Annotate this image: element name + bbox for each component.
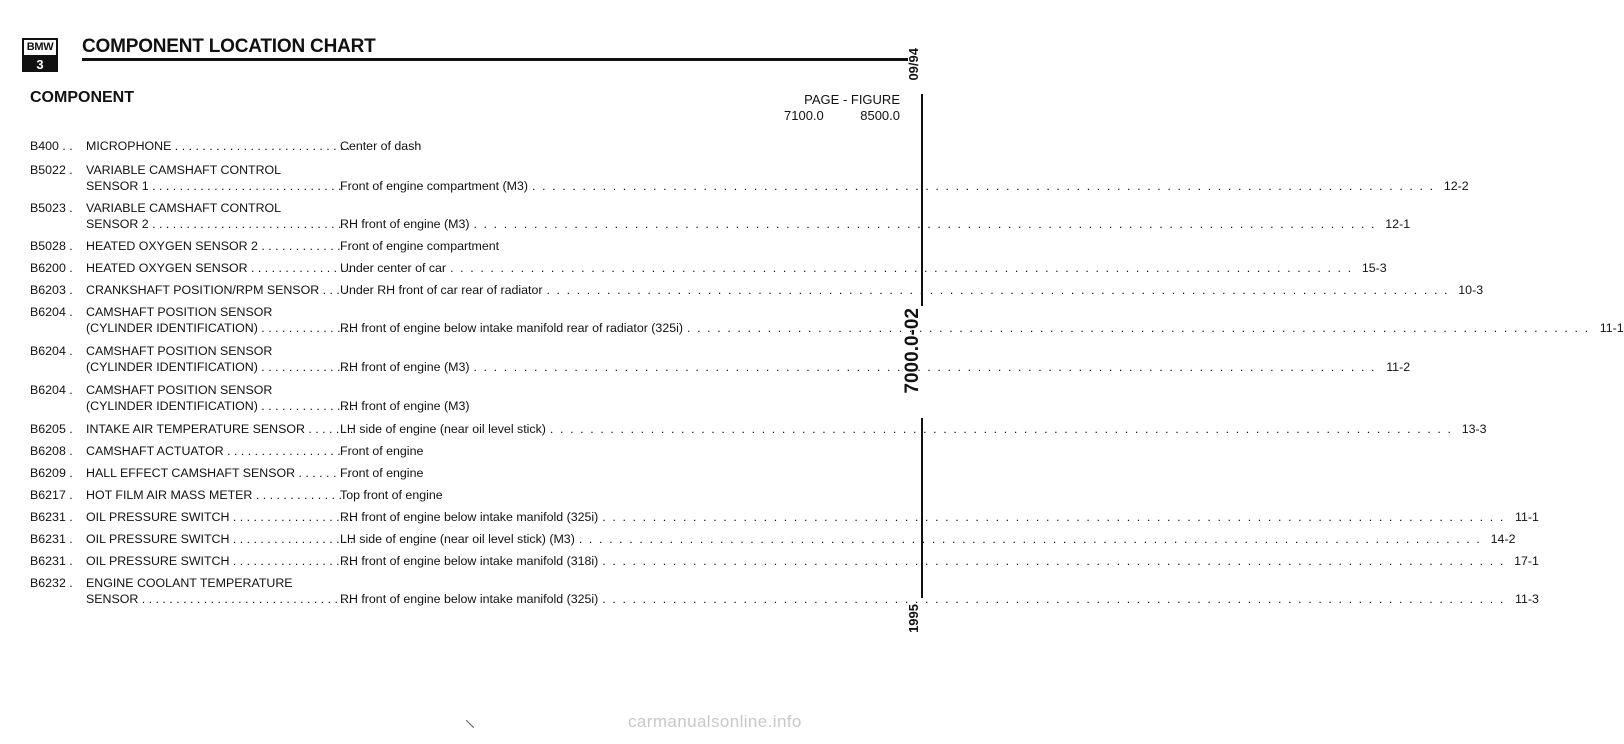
location-text: Under RH front of car rear of radiator — [340, 283, 543, 297]
leader-dots: . . . . . . . . . . . . . . . . . . . . . . . . . . . . . . . . . . . . . . . . . . . . . . . . . . . . . . . . . . . . . . . . . . . . . . . . . . . . . . . . . . . . . . . . . . — [532, 179, 1435, 193]
component-name-line: (CYLINDER IDENTIFICATION) . . . . . . . . . . . . . . — [86, 399, 355, 413]
page-figure-ref: 10-3 — [1458, 283, 1484, 297]
page-figure-ref: 17-1 — [1514, 554, 1539, 568]
component-name-line: OIL PRESSURE SWITCH . . . . . . . . . . . . . . . . . . — [86, 510, 354, 524]
component-name-line: OIL PRESSURE SWITCH . . . . . . . . . . . . . . . . . . — [86, 554, 354, 568]
location-text: Center of dash — [340, 139, 422, 153]
leader-dots: . . . . . . . . . . . . . . . . . . . . . . . . . . . . . . . . . . . . . . . . . . . . . . . . . . . . . . . . . . . . . . . . . . . . . . . . . . . . . . . . . . . . . . . . . . — [602, 554, 1505, 568]
component-code: B6204 . — [30, 383, 73, 397]
component-name — [86, 487, 342, 503]
component-name — [86, 162, 342, 194]
location-text: RH front of engine (M3) — [340, 399, 470, 413]
location-cell — [340, 260, 1387, 276]
location-cell — [340, 138, 830, 154]
component-code: B6217 . — [30, 488, 73, 502]
location-cell — [340, 200, 1411, 232]
page-figure-ref: 12-2 — [1443, 179, 1469, 193]
page-number: 7100.0 — [784, 108, 824, 123]
location-text: Under center of car — [340, 261, 447, 275]
component-name-line: (CYLINDER IDENTIFICATION) . . . . . . . . . . . . . . — [86, 360, 355, 374]
component-code: B6231 . — [30, 510, 73, 524]
component-name — [86, 509, 354, 525]
component-name-line: HEATED OXYGEN SENSOR 2 . . . . . . . . . . . . — [86, 239, 341, 253]
leader-dots: . . . . . . . . . . . . . . . . . . . . . . . . . . . . . . . . . . . . . . . . . . . . . . . . . . . . . . . . . . . . . . . . . . . . . . . . . . . . . . . . . . . . . . . . . . — [578, 532, 1482, 546]
component-name — [86, 304, 355, 336]
component-name-line: VARIABLE CAMSHAFT CONTROL — [86, 201, 282, 215]
leader-dots: . . . . . . . . . . . . . . . . . . . . . . . . . . . . . . . . . . . . . . . . . . . . . . . . . . . . . . . . . . . . . . . . . . . . . . . . . . . . . . . . . . . . . . . . . . — [602, 592, 1505, 606]
location-text: Front of engine — [340, 444, 424, 458]
component-name-line: OIL PRESSURE SWITCH . . . . . . . . . . . . . . . . . . — [86, 532, 354, 546]
page-figure-ref: 12-1 — [1385, 217, 1411, 231]
component-name — [86, 343, 355, 375]
location-text: RH front of engine (M3) — [340, 217, 470, 231]
location-cell — [340, 575, 1539, 607]
side-year: 1995 — [906, 604, 921, 633]
location-text: LH side of engine (near oil level stick) (M3) — [340, 532, 575, 546]
component-code: B6231 . — [30, 554, 73, 568]
page-figure-ref: 15-3 — [1361, 261, 1387, 275]
location-text: LH side of engine (near oil level stick) — [340, 422, 546, 436]
location-cell — [340, 162, 1469, 194]
component-name — [86, 200, 342, 232]
leader-dots: . . . . . . . . . . . . . . . . . . . . . . . . . . . . . . . . . . . . . . . . . . . . . . . . . . . . . . . . . . . . . . . . . . . . . . . . . . . . . . . . . . . . . . . . . . — [473, 217, 1377, 231]
page-figure-reference — [760, 92, 900, 124]
component-code: B5023 . — [30, 201, 73, 215]
column-heading: COMPONENT — [30, 89, 134, 106]
location-cell — [340, 487, 830, 503]
page-figure-ref: 11-3 — [1515, 592, 1539, 606]
component-name — [86, 421, 354, 437]
component-name-line: HEATED OXYGEN SENSOR . . . . . . . . . . . . . . . — [86, 261, 351, 275]
page-figure-ref: 11-1 — [1599, 321, 1624, 335]
component-name — [86, 443, 341, 459]
component-name-line: MICROPHONE . . . . . . . . . . . . . . . . . . . . . . . . . . — [86, 139, 351, 153]
page-figure-label: PAGE - FIGURE — [804, 92, 900, 107]
leader-dots: . . . . . . . . . . . . . . . . . . . . . . . . . . . . . . . . . . . . . . . . . . . . . . . . . . . . . . . . . . . . . . . . . . . . . . . . . . . . . . . . . . . . . . . . . . — [602, 510, 1505, 524]
component-code: B6204 . — [30, 344, 73, 358]
location-cell — [340, 443, 830, 459]
component-name — [86, 260, 351, 276]
component-name — [86, 575, 352, 607]
component-name — [86, 382, 355, 414]
logo-series: 3 — [24, 57, 56, 72]
location-text: RH front of engine below intake manifold rear of radiator (325i) — [340, 321, 683, 335]
component-code: B6232 . — [30, 576, 73, 590]
figure-number: 8500.0 — [860, 108, 900, 123]
component-name-line: INTAKE AIR TEMPERATURE SENSOR . . . . . . . — [86, 422, 354, 436]
component-code: B6204 . — [30, 305, 73, 319]
location-text: Front of engine — [340, 466, 424, 480]
location-text: RH front of engine below intake manifold (325i) — [340, 510, 599, 524]
location-text: Front of engine compartment — [340, 239, 500, 253]
leader-dots: . . . . . . . . . . . . . . . . . . . . . . . . . . . . . . . . . . . . . . . . . . . . . . . . . . . . . . . . . . . . . . . . . . . . . . . . . . . . . . . . . . . . . . . . . . — [687, 321, 1590, 335]
component-code: B6205 . — [30, 422, 73, 436]
page-figure-ref: 11-1 — [1515, 510, 1539, 524]
leader-dots: . . . . . . . . . . . . . . . . . . . . . . . . . . . . . . . . . . . . . . . . . . . . . . . . . . . . . . . . . . . . . . . . . . . . . . . . . . . . . . . . . . . . . . . . . . — [450, 261, 1353, 275]
location-cell — [340, 509, 1539, 525]
component-name — [86, 138, 351, 154]
component-name — [86, 465, 351, 481]
leader-dots: . . . . . . . . . . . . . . . . . . . . . . . . . . . . . . . . . . . . . . . . . . . . . . . . . . . . . . . . . . . . . . . . . . . . . . . . . . . . . . . . . . . . . . . . . . — [546, 283, 1450, 297]
component-name-line: (CYLINDER IDENTIFICATION) . . . . . . . . . . . . . . — [86, 321, 355, 335]
page-figure-ref: 13-3 — [1461, 422, 1487, 436]
location-cell — [340, 343, 1411, 375]
location-cell — [340, 421, 1487, 437]
component-name-line: CAMSHAFT POSITION SENSOR — [86, 383, 273, 397]
component-code: B6209 . — [30, 466, 73, 480]
component-code: B6200 . — [30, 261, 73, 275]
component-name-line: VARIABLE CAMSHAFT CONTROL — [86, 163, 282, 177]
page-figure-ref: 11-2 — [1386, 360, 1411, 374]
page-title: COMPONENT LOCATION CHART — [82, 36, 376, 57]
component-name-line: CAMSHAFT ACTUATOR . . . . . . . . . . . . . . . . . — [86, 444, 341, 458]
location-text: RH front of engine (M3) — [340, 360, 470, 374]
component-name-line: CRANKSHAFT POSITION/RPM SENSOR . . . . — [86, 283, 347, 297]
component-name — [86, 553, 354, 569]
side-date: 09/94 — [906, 48, 921, 81]
location-cell — [340, 553, 1539, 569]
component-name-line: HOT FILM AIR MASS METER . . . . . . . . . . . . . — [86, 488, 342, 502]
page-figure-ref: 14-2 — [1490, 532, 1516, 546]
component-name-line: HALL EFFECT CAMSHAFT SENSOR . . . . . . . . — [86, 466, 351, 480]
component-code: B5022 . — [30, 163, 73, 177]
section-number: 7000.0-02 — [902, 308, 923, 394]
component-name — [86, 531, 354, 547]
location-cell — [340, 531, 1516, 547]
component-name — [86, 282, 347, 298]
component-name — [86, 238, 341, 254]
component-code: B6208 . — [30, 444, 73, 458]
component-code: B400 . . — [30, 139, 73, 153]
location-text: RH front of engine below intake manifold (318i) — [340, 554, 599, 568]
component-code: B5028 . — [30, 239, 73, 253]
component-code: B6203 . — [30, 283, 73, 297]
location-text: Top front of engine — [340, 488, 443, 502]
location-text: RH front of engine below intake manifold (325i) — [340, 592, 599, 606]
location-text: Front of engine compartment (M3) — [340, 179, 529, 193]
component-name-line: SENSOR 2 . . . . . . . . . . . . . . . . . . . . . . . . . . . . — [86, 217, 342, 231]
page-header — [22, 36, 908, 76]
component-name-line: ENGINE COOLANT TEMPERATURE — [86, 576, 293, 590]
title-rule — [82, 58, 908, 61]
location-cell — [340, 304, 1624, 336]
leader-dots: . . . . . . . . . . . . . . . . . . . . . . . . . . . . . . . . . . . . . . . . . . . . . . . . . . . . . . . . . . . . . . . . . . . . . . . . . . . . . . . . . . . . . . . . . . — [549, 422, 1453, 436]
location-cell — [340, 465, 830, 481]
side-line-bottom — [921, 418, 923, 598]
leader-dots: . . . . . . . . . . . . . . . . . . . . . . . . . . . . . . . . . . . . . . . . . . . . . . . . . . . . . . . . . . . . . . . . . . . . . . . . . . . . . . . . . . . . . . . . . . — [473, 360, 1377, 374]
component-name-line: SENSOR 1 . . . . . . . . . . . . . . . . . . . . . . . . . . . . — [86, 179, 342, 193]
location-cell — [340, 238, 830, 254]
bmw-3-series-logo — [22, 38, 58, 72]
location-cell — [340, 382, 830, 414]
logo-brand: BMW — [24, 40, 56, 57]
component-name-line: CAMSHAFT POSITION SENSOR — [86, 344, 273, 358]
stray-mark: \ — [464, 716, 476, 732]
component-name-line: CAMSHAFT POSITION SENSOR — [86, 305, 273, 319]
footer-watermark: carmanualsonline.info — [628, 712, 802, 731]
component-name-line: SENSOR . . . . . . . . . . . . . . . . . . . . . . . . . . . . . . . — [86, 592, 352, 606]
component-code: B6231 . — [30, 532, 73, 546]
location-cell — [340, 282, 1484, 298]
